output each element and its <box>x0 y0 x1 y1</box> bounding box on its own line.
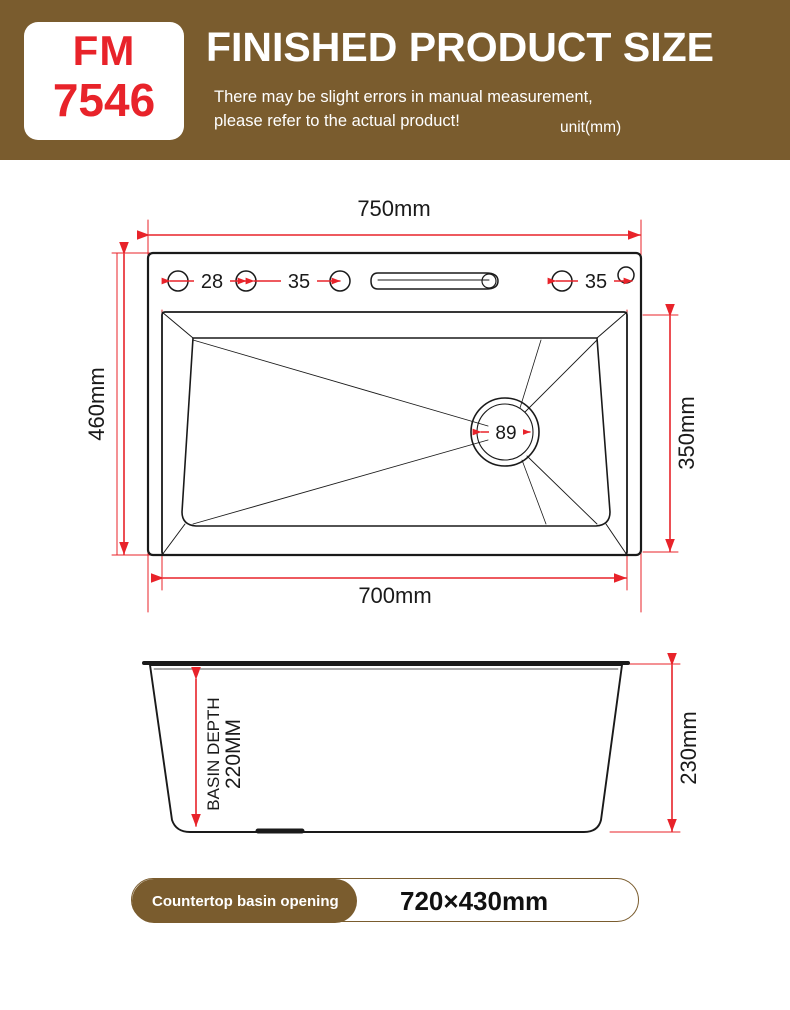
dim-inner-width: 700mm <box>358 583 432 608</box>
model-number: 7546 <box>52 74 156 126</box>
dim-overall-height: 460mm <box>84 367 109 441</box>
dim-inner-height: 350mm <box>674 396 699 470</box>
page-title: FINISHED PRODUCT SIZE <box>206 24 714 70</box>
basin-opening-label: Countertop basin opening <box>132 879 357 923</box>
measurement-note-line-2: please refer to the actual product! <box>214 112 460 130</box>
dim-basin-depth: 220MM <box>222 718 245 790</box>
model-badge <box>24 22 184 140</box>
dim-overall-depth: 230mm <box>676 711 701 785</box>
basin-opening-bar <box>131 878 639 922</box>
dim-hole-offset-left: 28 <box>200 271 224 293</box>
basin-opening-value: 720×430mm <box>400 885 549 916</box>
dim-drain-diameter: 89 <box>495 423 517 444</box>
dim-hole-spacing: 35 <box>287 271 311 293</box>
label-basin-depth: BASIN DEPTH <box>204 697 223 811</box>
brand-label: FM <box>72 27 136 74</box>
header-banner <box>0 0 790 160</box>
unit-label: unit(mm) <box>560 119 622 136</box>
dim-hole-offset-right: 35 <box>584 271 608 293</box>
measurement-note-line-1: There may be slight errors in manual measurement, <box>214 88 593 106</box>
dim-overall-width: 750mm <box>357 196 431 221</box>
